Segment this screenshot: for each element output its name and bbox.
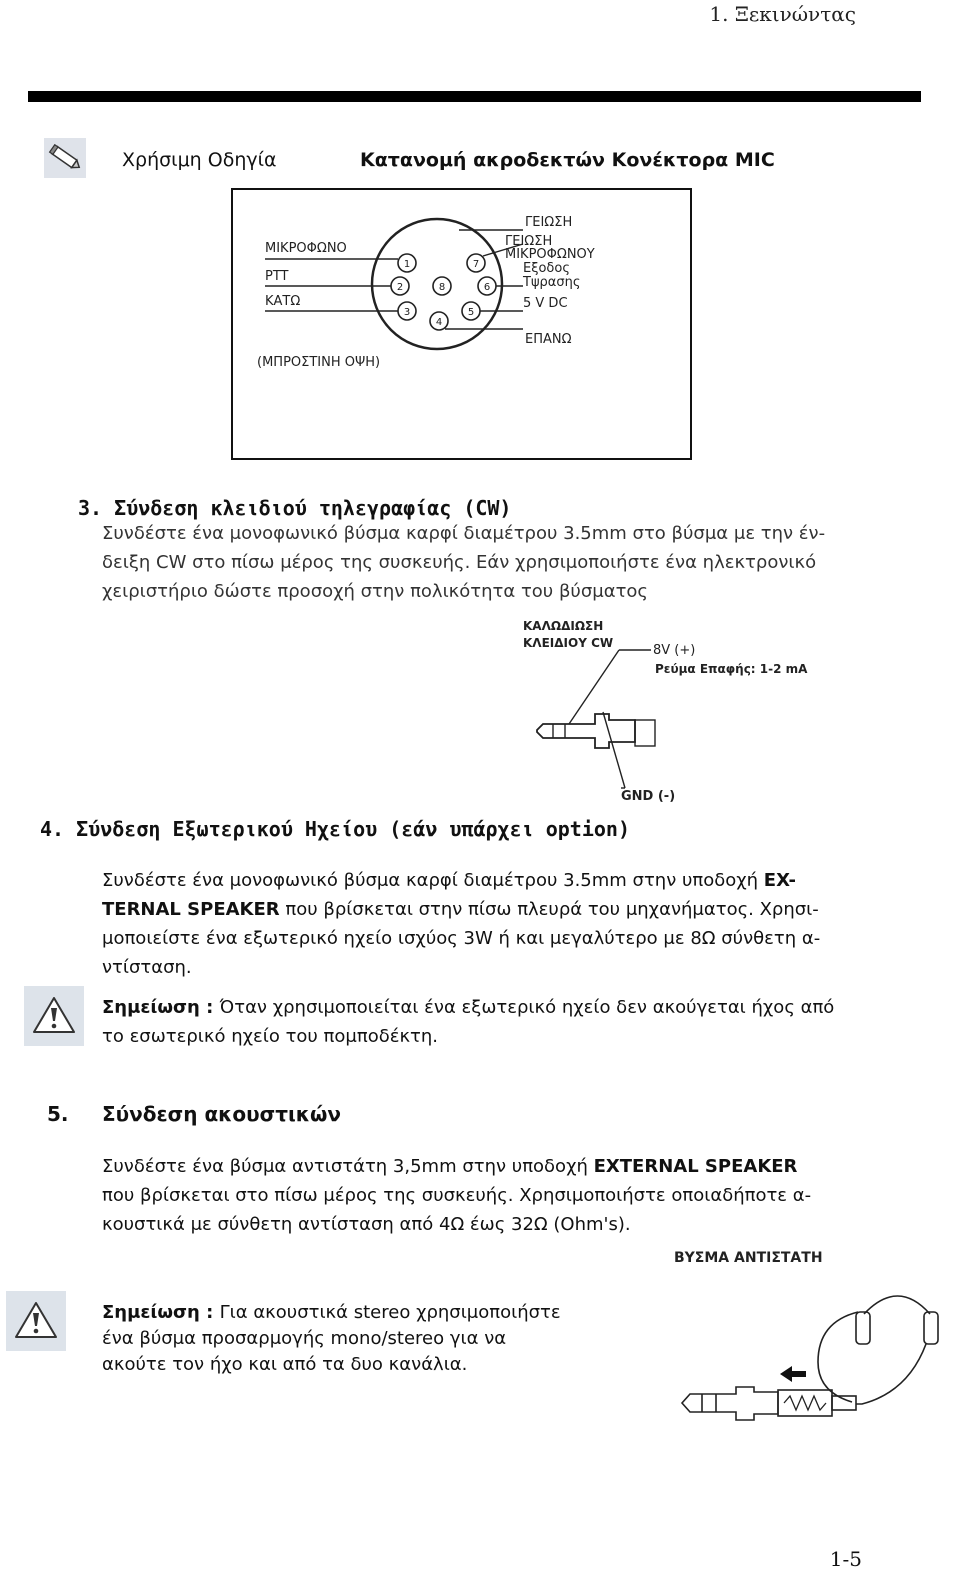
section-3-heading: 3. Σύνδεση κλειδιού τηλεγραφίας (CW)	[78, 496, 512, 520]
note-1-label: Σημείωση :	[102, 997, 220, 1018]
arrow-left-icon	[780, 1366, 806, 1382]
pin-label: 4	[435, 317, 443, 328]
section-5-text-bold: EXTERNAL SPEAKER	[593, 1156, 798, 1177]
cw-plug-diagram	[515, 612, 815, 808]
pin-label: 2	[396, 282, 404, 293]
up-label: ΕΠΑΝΩ	[525, 332, 572, 347]
pin-label: 7	[472, 259, 480, 270]
section-4-heading: 4. Σύνδεση Εξωτερικού Ηχείου (εάν υπάρχει option)	[40, 817, 631, 841]
mic-connector-diagram	[231, 188, 692, 460]
section-5-text-part: Συνδέστε ένα βύσμα αντιστάτη 3,5mm στην υποδοχή	[102, 1156, 594, 1177]
section-4-text-part: Συνδέστε ένα μονοφωνικό βύσμα καρφί διαμέτρου 3.5mm στην υποδοχή	[102, 870, 764, 891]
section-4-text-part: μοποιείστε ένα εξωτερικό ηχείο ισχύος 3W ή και μεγαλύτερο με 8Ω σύνθετη α-	[102, 928, 821, 949]
note-2-text: Για ακουστικά stereo χρησιμοποιήστε	[219, 1302, 561, 1323]
mic-ground-label-2: ΜΙΚΡΟΦΩΝΟΥ	[505, 247, 595, 262]
section-4-text-bold: TERNAL SPEAKER	[102, 899, 280, 920]
tip-label: Χρήσιμη Οδηγία	[122, 149, 277, 171]
front-view-label: (ΜΠΡΟΣΤΙΝΗ ΟΨΗ)	[257, 355, 381, 370]
section-4-text-bold: EX-	[763, 870, 796, 891]
warning-icon	[6, 1291, 66, 1351]
section-5-number: 5.	[47, 1102, 69, 1126]
cw-gnd-label: GND (-)	[621, 789, 676, 804]
section-4-text-part: που βρίσκεται στην πίσω πλευρά του μηχανήματος. Χρησι-	[279, 899, 819, 920]
ground-label: ΓΕΙΩΣΗ	[525, 215, 573, 230]
feedback-label-2: Τψρασης	[523, 275, 581, 290]
down-label: ΚΑΤΩ	[265, 294, 301, 309]
mic-label: ΜΙΚΡΟΦΩΝΟ	[265, 241, 347, 256]
note-2	[102, 1300, 642, 1378]
headphone-plug-diagram	[668, 1242, 950, 1442]
pin-label: 1	[403, 259, 411, 270]
cw-wiring-label-1: ΚΑΛΩΔΙΩΣΗ	[523, 619, 604, 633]
chapter-title: 1. Ξεκινώντας	[709, 2, 856, 26]
pin-label: 6	[483, 282, 491, 293]
note-1-text: το εσωτερικό ηχείο του πομποδέκτη.	[102, 1026, 439, 1047]
five-v-label: 5 V DC	[523, 296, 568, 311]
pin-label: 5	[467, 307, 475, 318]
note-1-text: Όταν χρησιμοποιείται ένα εξωτερικό ηχείο δεν ακούγεται ήχος από	[219, 997, 835, 1018]
section-4-text-part: ντίσταση.	[102, 957, 192, 978]
section-3-line: χειριστήριο δώστε προσοχή στην πολικότητα του βύσματος	[102, 581, 648, 602]
section-5-heading: Σύνδεση ακουστικών	[102, 1102, 341, 1126]
headphone-plug-title: ΒΥΣΜΑ ΑΝΤΙΣΤΑΤΗ	[674, 1250, 823, 1266]
cw-current-label: Ρεύμα Επαφής: 1-2 mA	[655, 662, 808, 676]
tip-title: Κατανομή ακροδεκτών Κονέκτορα MIC	[360, 149, 775, 171]
ptt-label: PTT	[265, 269, 289, 284]
cw-plus-label: 8V (+)	[653, 643, 696, 658]
pin-label: 3	[403, 307, 411, 318]
section-4-text	[102, 866, 917, 982]
feedback-label-1: Εξοδος	[523, 261, 570, 276]
section-5-text-part: που βρίσκεται στο πίσω μέρος της συσκευής. Χρησιμοποιήστε οποιαδήποτε α-	[102, 1185, 812, 1206]
cw-wiring-label-2: ΚΛΕΙΔΙΟΥ CW	[523, 636, 614, 650]
mic-ground-label-1: ΓΕΙΩΣΗ	[505, 234, 553, 249]
note-2-text: ακούτε τον ήχο και από τα δυο κανάλια.	[102, 1354, 468, 1375]
header-rule	[28, 91, 921, 102]
note-2-label: Σημείωση :	[102, 1302, 220, 1323]
note-2-text: ένα βύσμα προσαρμογής mono/stereo για να	[102, 1328, 507, 1349]
page-number: 1-5	[829, 1547, 862, 1571]
section-5-text	[102, 1152, 917, 1239]
pin-label: 8	[438, 282, 446, 293]
section-3-line: Συνδέστε ένα μονοφωνικό βύσμα καρφί διαμέτρου 3.5mm στο βύσμα με την έν-	[102, 523, 826, 544]
note-1	[102, 993, 922, 1051]
section-5-text-part: κουστικά με σύνθετη αντίσταση από 4Ω έως 32Ω (Ohm's).	[102, 1214, 631, 1235]
section-3-text	[102, 519, 920, 606]
warning-icon	[24, 986, 84, 1046]
section-3-line: δειξη CW στο πίσω μέρος της συσκευής. Εάν χρησιμοποιήστε ένα ηλεκτρονικό	[102, 552, 817, 573]
pencil-icon	[44, 138, 86, 178]
